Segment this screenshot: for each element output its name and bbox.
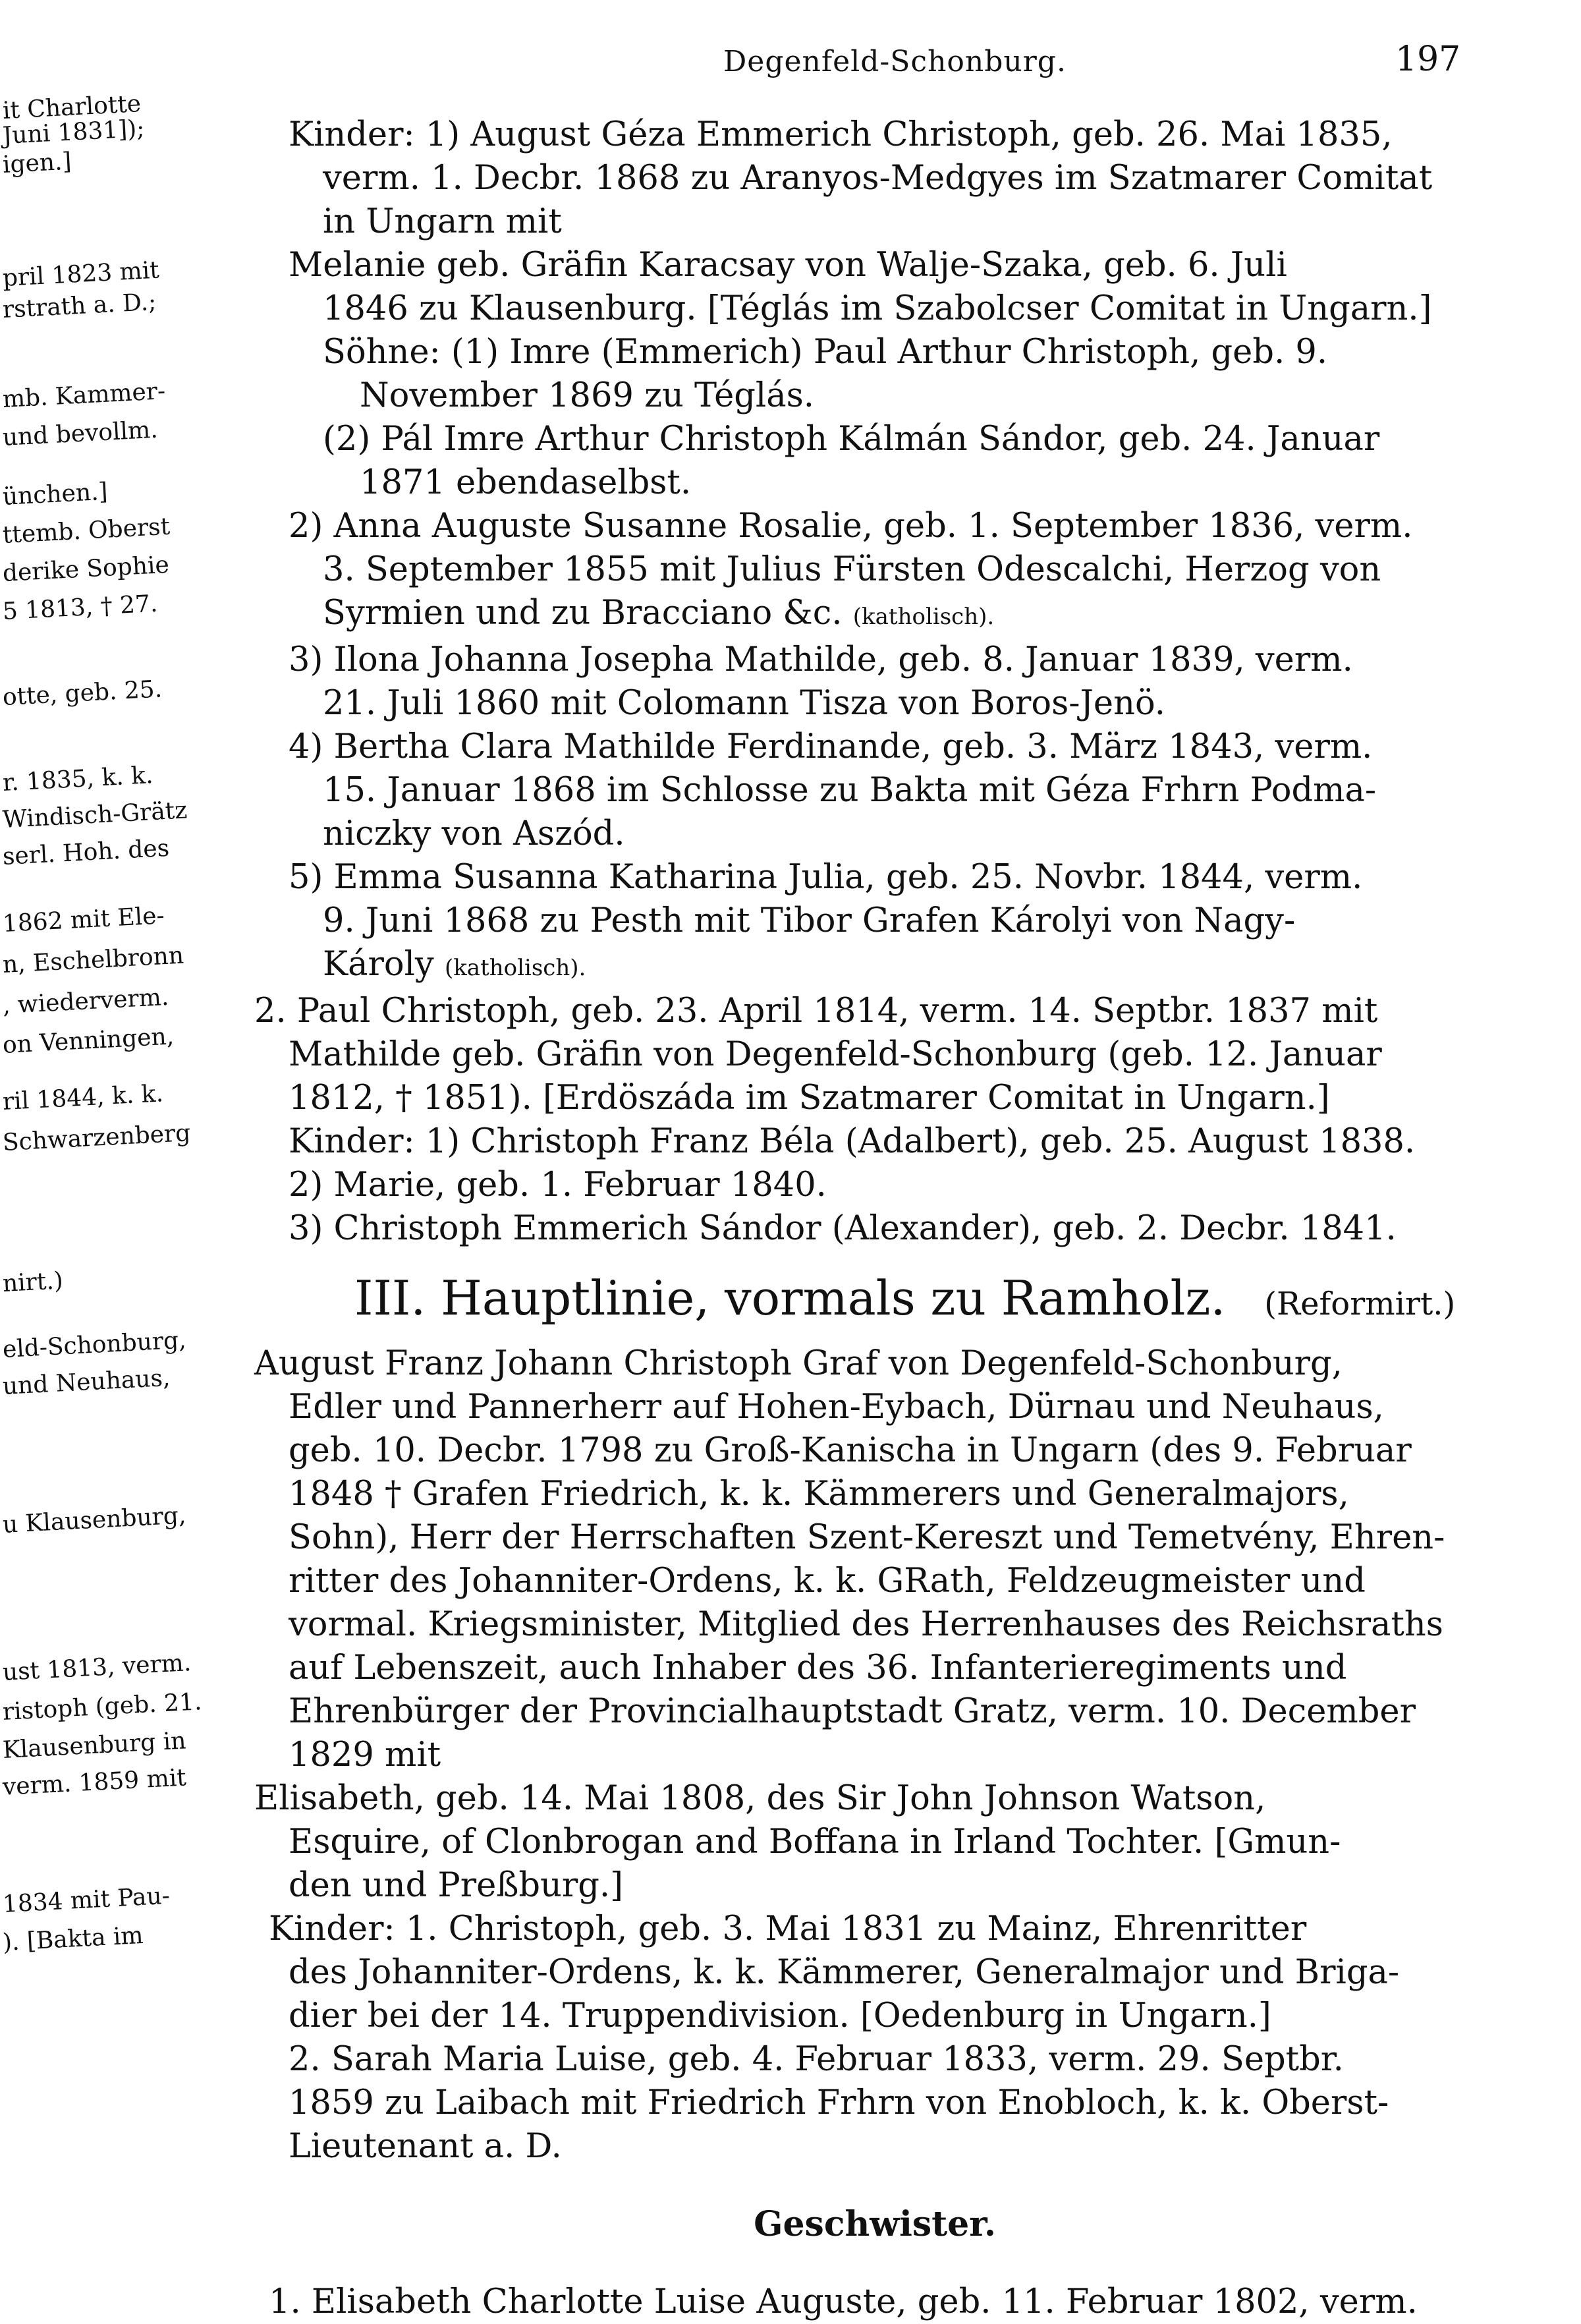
- text-line: 3. September 1855 mit Julius Fürsten Odescalchi, Herzog von: [323, 550, 1381, 589]
- text-line: 9. Juni 1868 zu Pesth mit Tibor Grafen Károlyi von Nagy-: [323, 901, 1296, 940]
- text-line: Esquire, of Clonbrogan and Boffana in Irland Tochter. [Gmun-: [289, 1823, 1341, 1861]
- margin-fragment: 5 1813, † 27.: [1, 590, 159, 625]
- text-line: ritter des Johanniter-Ordens, k. k. GRath, Feldzeugmeister und: [289, 1562, 1366, 1601]
- text-line-main: Károly: [323, 945, 434, 984]
- text-line-main: Syrmien und zu Bracciano &c.: [323, 594, 843, 633]
- text-line: 1871 ebendaselbst.: [360, 463, 692, 502]
- running-head: Degenfeld-Schonburg.: [723, 45, 1067, 78]
- margin-fragment: und Neuhaus,: [1, 1364, 171, 1400]
- text-line: 1. Elisabeth Charlotte Luise Auguste, geb. 11. Februar 1802, verm.: [269, 2282, 1418, 2321]
- text-line: Kinder: 1) August Géza Emmerich Christoph, geb. 26. Mai 1835,: [289, 115, 1393, 154]
- margin-fragment: , wiederverm.: [1, 983, 170, 1019]
- text-line: niczky von Aszód.: [323, 814, 625, 853]
- text-line: November 1869 zu Téglás.: [360, 376, 815, 415]
- text-line: 2. Sarah Maria Luise, geb. 4. Februar 1833, verm. 29. Septbr.: [289, 2040, 1344, 2079]
- text-line: den und Preßburg.]: [289, 1866, 624, 1905]
- page-number: 197: [1395, 40, 1461, 79]
- page-body: [254, 113, 1461, 2324]
- text-line: [289, 592, 1461, 638]
- margin-fragment: Klausenburg in: [1, 1727, 187, 1764]
- text-line: Elisabeth, geb. 14. Mai 1808, des Sir John Johnson Watson,: [254, 1779, 1266, 1818]
- text-line: Melanie geb. Gräfin Karacsay von Walje-Szaka, geb. 6. Juli: [289, 246, 1287, 285]
- text-line: Söhne: (1) Imre (Emmerich) Paul Arthur Christoph, geb. 9.: [323, 333, 1328, 372]
- margin-fragment: igen.]: [1, 148, 72, 179]
- margin-fragment: serl. Hoh. des: [1, 834, 171, 870]
- margin-fragment: on Venningen,: [1, 1023, 175, 1059]
- subheading: Geschwister.: [754, 2204, 996, 2244]
- text-line: Lieutenant a. D.: [289, 2127, 562, 2166]
- text-line: Edler und Pannerherr auf Hohen-Eybach, Dürnau und Neuhaus,: [289, 1388, 1384, 1427]
- text-line: 1859 zu Laibach mit Friedrich Frhrn von Enobloch, k. k. Oberst-: [289, 2083, 1389, 2122]
- text-line: geb. 10. Decbr. 1798 zu Groß-Kanischa in Ungarn (des 9. Februar: [289, 1431, 1412, 1470]
- margin-fragment: derike Sophie: [1, 551, 170, 587]
- text-line: 1846 zu Klausenburg. [Téglás im Szabolcser Comitat in Ungarn.]: [323, 289, 1432, 328]
- text-line: vormal. Kriegsminister, Mitglied des Herrenhauses des Reichsraths: [289, 1605, 1443, 1644]
- margin-fragment: it Charlotte: [1, 90, 142, 125]
- margin-fragment: ). [Bakta im: [1, 1921, 144, 1956]
- section-heading-title: III. Hauptlinie, vormals zu Ramholz.: [354, 1270, 1226, 1326]
- text-line: Kinder: 1) Christoph Franz Béla (Adalbert), geb. 25. August 1838.: [289, 1122, 1416, 1161]
- text-line: August Franz Johann Christoph Graf von Degenfeld-Schonburg,: [254, 1344, 1343, 1383]
- text-line: auf Lebenszeit, auch Inhaber des 36. Infanterieregiments und: [289, 1649, 1347, 1687]
- margin-fragment: 1862 mit Ele-: [1, 902, 165, 938]
- confession-note: (katholisch).: [444, 955, 586, 981]
- text-line: des Johanniter-Ordens, k. k. Kämmerer, Generalmajor und Briga-: [289, 1953, 1400, 1992]
- margin-fragment: ust 1813, verm.: [1, 1649, 192, 1686]
- text-line: 1848 † Grafen Friedrich, k. k. Kämmerers und Generalmajors,: [289, 1475, 1349, 1514]
- text-line: 1829 mit: [289, 1736, 441, 1774]
- text-line: 4) Bertha Clara Mathilde Ferdinande, geb. 3. März 1843, verm.: [289, 727, 1373, 766]
- text-line: 21. Juli 1860 mit Colomann Tisza von Boros-Jenö.: [323, 684, 1165, 723]
- margin-fragment: verm. 1859 mit: [1, 1764, 187, 1801]
- margin-fragment: mb. Kammer-: [1, 378, 167, 413]
- margin-fragment: Juni 1831]);: [1, 115, 146, 150]
- text-line: Mathilde geb. Gräfin von Degenfeld-Schonburg (geb. 12. Januar: [289, 1035, 1382, 1074]
- text-line: 2) Anna Auguste Susanne Rosalie, geb. 1. September 1836, verm.: [289, 507, 1413, 546]
- text-line: Kinder: 1. Christoph, geb. 3. Mai 1831 zu Mainz, Ehrenritter: [269, 1910, 1307, 1948]
- text-line: 3) Christoph Emmerich Sándor (Alexander), geb. 2. Decbr. 1841.: [289, 1209, 1397, 1248]
- section-heading: [289, 1266, 1461, 1336]
- confession-note: (katholisch).: [852, 604, 995, 630]
- text-line: Sohn), Herr der Herrschaften Szent-Kereszt und Temetvény, Ehren-: [289, 1518, 1445, 1557]
- text-line: 2) Marie, geb. 1. Februar 1840.: [289, 1166, 827, 1205]
- margin-fragment: Schwarzenberg: [1, 1119, 192, 1156]
- margin-fragment: ril 1844, k. k.: [1, 1080, 164, 1116]
- margin-fragment: u Klausenburg,: [1, 1502, 187, 1539]
- text-line: 3) Ilona Johanna Josepha Mathilde, geb. 8. Januar 1839, verm.: [289, 640, 1353, 679]
- margin-fragment: rstrath a. D.;: [1, 288, 157, 324]
- text-line: (2) Pál Imre Arthur Christoph Kálmán Sándor, geb. 24. Januar: [323, 420, 1380, 459]
- facing-page-margin: [0, 0, 203, 2109]
- text-line: 1812, † 1851). [Erdöszáda im Szatmarer Comitat in Ungarn.]: [289, 1079, 1330, 1118]
- text-line: [289, 943, 1461, 990]
- text-line: dier bei der 14. Truppendivision. [Oedenburg in Ungarn.]: [289, 1997, 1271, 2035]
- text-line: 5) Emma Susanna Katharina Julia, geb. 25. Novbr. 1844, verm.: [289, 858, 1363, 897]
- text-line: 2. Paul Christoph, geb. 23. April 1814, verm. 14. Septbr. 1837 mit: [254, 992, 1378, 1031]
- text-line: verm. 1. Decbr. 1868 zu Aranyos-Medgyes im Szatmarer Comitat: [323, 159, 1433, 198]
- margin-fragment: 1834 mit Pau-: [1, 1882, 171, 1918]
- margin-fragment: n, Eschelbronn: [1, 942, 184, 978]
- text-line: 15. Januar 1868 im Schlosse zu Bakta mit Géza Frhrn Podma-: [323, 771, 1377, 810]
- margin-fragment: ttemb. Oberst: [1, 513, 171, 549]
- margin-fragment: eld-Schonburg,: [1, 1326, 187, 1363]
- section-heading-note: (Reformirt.): [1264, 1286, 1456, 1322]
- margin-fragment: otte, geb. 25.: [1, 675, 163, 711]
- margin-fragment: Windisch-Grätz: [1, 797, 188, 834]
- margin-fragment: ristoph (geb. 21.: [1, 1688, 203, 1726]
- margin-fragment: nirt.): [1, 1267, 64, 1297]
- margin-fragment: pril 1823 mit: [1, 256, 160, 292]
- text-line: Ehrenbürger der Provincialhauptstadt Gratz, verm. 10. December: [289, 1692, 1416, 1731]
- margin-fragment: r. 1835, k. k.: [1, 762, 154, 797]
- text-line: in Ungarn mit: [323, 202, 562, 241]
- margin-fragment: und bevollm.: [1, 416, 159, 451]
- margin-fragment: ünchen.]: [1, 478, 109, 511]
